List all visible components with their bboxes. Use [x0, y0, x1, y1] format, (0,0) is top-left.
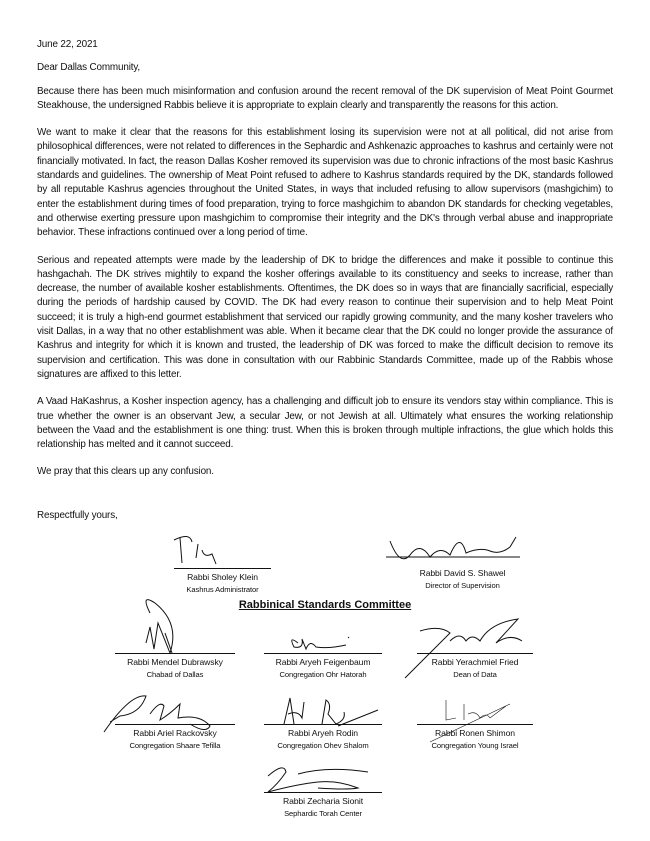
signature-image [400, 527, 525, 567]
signature-image [410, 613, 540, 653]
signature-block [410, 724, 540, 752]
salutation: Dear Dallas Community, [37, 62, 140, 74]
signatory-name: Rabbi Yerachmiel Fried [431, 657, 519, 667]
signatory-role: Sephardic Torah Center [284, 809, 362, 818]
committee-title: Rabbinical Standards Committee [238, 599, 412, 611]
signatory-role: Dean of Data [453, 670, 497, 679]
signatory-role: Congregation Ohr Hatorah [279, 670, 367, 679]
signature-block [258, 724, 388, 752]
paragraph: Serious and repeated attempts were made by the leadership of DK to bridge the differences and make it possible to continue this hashgachah. The DK strives mightily to expand the kosher offerings available to its constituency and seeks to increase, rather than decrease, the number of available kosher establishments. Oftentimes, the DK does so in ways that are financially sacrificial, especially during the periods of hardship caused by COVID. The DK had every reason to continue their supervision and to help Meat Point succeed; it is truly a high-end gourmet establishment that serviced our rapidly growing community, and the many kosher travelers who visit Dallas, in a way that no other establishment was able. When it became clear that the DK could no longer provide the assurance of Kashrus and integrity for which it is known and trusted, the leadership of DK was forced to make the difficult decision to remove its supervision and certification. This was done in consultation with our Rabbinic Standards Committee, made up of the Rabbis whose signatures are affixed to this letter. [37, 254, 613, 380]
signature-image [258, 684, 388, 724]
signature-image [410, 684, 540, 724]
signatory-name: Rabbi Mendel Dubrawsky [127, 657, 223, 667]
paragraph: Because there has been much misinformation and confusion around the recent removal of the DK supervision of Meat Point Gourmet Steakhouse, the undersigned Rabbis believe it is appropriate to explain clearly and transparently the reasons for this action. [37, 85, 613, 111]
signatory-role: Congregation Young Israel [431, 741, 519, 750]
signature-block [410, 653, 540, 681]
letter-body [37, 38, 613, 493]
signatory-name: Rabbi Ariel Rackovsky [133, 728, 217, 738]
signatory-name: Rabbi Aryeh Rodin [288, 728, 358, 738]
paragraph: We want to make it clear that the reasons for this establishment losing its supervision were not at all political, did not arise from philosophical differences, were not related to differences in the Sephardic and Ashkenazic approaches to kashrus and certainly were not financially motivated. In fact, the reason Dallas Kosher removed its supervision was due to chronic infractions of the most basic Kashrus standards and guidelines. The ownership of Meat Point refused to adhere to Kashrus standards required by the DK, standards followed by all reputable Kashrus agencies throughout the United States, in ways that included refusing to allow supervisors (mashgichim) to enter the establishment during times of food preparation, trying to force mashgichim to abandon DK standards for checking vegetables, and otherwise exerting pressure upon mashgichim to compromise their integrity and the DK's through verbal abuse and inappropriate behavior. These infractions continued over a long period of time. [37, 127, 613, 239]
signatory-name: Rabbi Zecharia Sionit [282, 796, 364, 806]
signatory-role: Congregation Ohev Shalom [277, 741, 369, 750]
signature-image [160, 528, 285, 568]
signature-block [110, 653, 240, 681]
signatory-role: Director of Supervision [425, 581, 500, 590]
signature-image [110, 613, 240, 653]
closing: Respectfully yours, [37, 510, 118, 521]
signatory-role: Chabad of Dallas [146, 670, 204, 679]
signature-image [258, 752, 388, 792]
signatory-name: Rabbi Ronen Shimon [435, 728, 515, 738]
signatory-role: Congregation Shaare Tefilla [129, 741, 221, 750]
signature-image [110, 684, 240, 724]
signature-block [258, 792, 388, 820]
signatory-name: Rabbi Sholey Klein [187, 572, 258, 582]
letter-date: June 22, 2021 [37, 39, 98, 50]
signature-block [258, 653, 388, 681]
signature-block [110, 724, 240, 752]
signatory-name: Rabbi Aryeh Feigenbaum [275, 657, 371, 667]
signature-block [160, 568, 285, 596]
signatory-role: Kashrus Administrator [186, 585, 259, 594]
signatory-name: Rabbi David S. Shawel [419, 568, 506, 578]
signature-block [400, 567, 525, 592]
signature-image [258, 613, 388, 653]
paragraph: A Vaad HaKashrus, a Kosher inspection agency, has a challenging and difficult job to ensure its vendors stay within compliance. This is true whether the owner is an observant Jew, a secular Jew, or not Jewish at all. Ultimately what ensures the working relationship between the Vaad and the establishment is one thing: trust. When this is broken through multiple infractions, the glue which holds this relationship has melted and it cannot succeed. [37, 396, 613, 451]
paragraph: We pray that this clears up any confusion. [37, 466, 214, 478]
